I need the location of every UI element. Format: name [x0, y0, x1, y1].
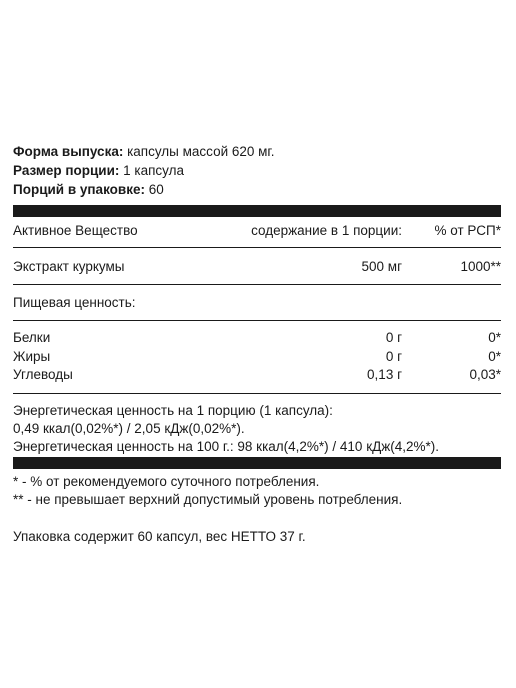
package-note: Упаковка содержит 60 капсул, вес НЕТТО 37 г.	[13, 529, 306, 544]
serving-value: 1 капсула	[119, 163, 185, 178]
nutrient-name: Жиры	[13, 349, 51, 364]
divider	[13, 393, 501, 394]
divider	[13, 320, 501, 321]
nutrition-heading: Пищевая ценность:	[13, 295, 136, 310]
col-content-header: содержание в 1 порции:	[251, 223, 402, 238]
nutrient-name: Белки	[13, 330, 51, 345]
serving-line	[13, 162, 184, 179]
divider	[13, 284, 501, 285]
footnote-limit: ** - не превышает верхний допустимый уровень потребления.	[13, 492, 403, 507]
footnote-rsp: * - % от рекомендуемого суточного потребления.	[13, 474, 320, 489]
nutrient-percent: 0*	[488, 349, 501, 364]
bottom-thick-divider	[13, 457, 501, 469]
serving-label: Размер порции:	[13, 163, 120, 178]
nutrient-percent: 0,03*	[469, 367, 501, 382]
portions-value: 60	[144, 182, 164, 197]
energy-line-1: Энергетическая ценность на 1 порцию (1 капсула):	[13, 403, 333, 418]
top-thick-divider	[13, 205, 501, 217]
table-row	[13, 366, 501, 383]
portions-label: Порций в упаковке:	[13, 182, 145, 197]
nutrient-percent: 0*	[488, 330, 501, 345]
nutrient-amount: 0,13 г	[367, 367, 402, 382]
divider	[13, 247, 501, 248]
ingredient-name: Экстракт куркумы	[13, 259, 125, 274]
energy-line-2: 0,49 ккал(0,02%*) / 2,05 кДж(0,02%*).	[13, 421, 245, 436]
table-row	[13, 258, 501, 275]
table-row	[13, 329, 501, 346]
nutrient-name: Углеводы	[13, 367, 73, 382]
form-value: капсулы массой 620 мг.	[123, 144, 275, 159]
ingredient-amount: 500 мг	[361, 259, 402, 274]
col-active-header: Активное Вещество	[13, 223, 138, 238]
table-header-row	[13, 222, 501, 239]
portions-line	[13, 181, 164, 198]
energy-line-3: Энергетическая ценность на 100 г.: 98 ккал(4,2%*) / 410 кДж(4,2%*).	[13, 439, 440, 454]
ingredient-percent: 1000**	[460, 259, 501, 274]
form-label: Форма выпуска:	[13, 144, 124, 159]
form-line	[13, 143, 274, 160]
col-rsp-header: % от РСП*	[434, 223, 501, 238]
nutrient-amount: 0 г	[385, 349, 402, 364]
nutrition-heading-row	[13, 294, 501, 311]
nutrient-amount: 0 г	[385, 330, 402, 345]
table-row	[13, 348, 501, 365]
